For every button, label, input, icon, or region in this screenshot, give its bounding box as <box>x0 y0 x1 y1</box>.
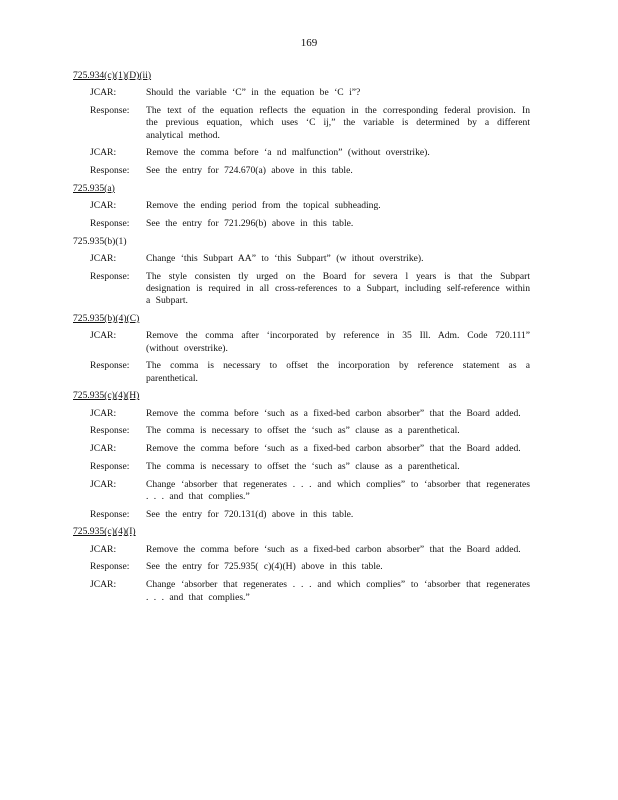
entry-label: JCAR: <box>90 407 117 419</box>
entry-label: Response: <box>90 508 130 520</box>
entry-label: JCAR: <box>90 87 117 99</box>
response-entry <box>90 425 530 437</box>
entry-label: JCAR: <box>90 200 117 212</box>
section-heading: 725.935(a) <box>73 182 115 194</box>
entry-text: Remove the comma before ‘such as a fixed-bed carbon absorber” that the Board added. <box>146 407 521 419</box>
entry-text: Remove the ending period from the topical subheading. <box>146 200 381 212</box>
section <box>73 236 543 308</box>
entry-label: Response: <box>90 425 130 437</box>
entry-text: See the entry for 721.296(b) above in this table. <box>146 217 354 229</box>
entry-label: Response: <box>90 561 130 573</box>
section <box>73 313 543 385</box>
section-heading: 725.935(b)(4)(C) <box>73 312 140 324</box>
entry-text: See the entry for 725.935( c)(4)(H) above in this table. <box>146 561 383 573</box>
entry-text: The text of the equation reflects the equation in the corresponding federal provision. In the previous equation, which uses ‘C ij,” the variable is determined by a different analytical method. <box>146 105 530 141</box>
jcar-comment-entry <box>90 408 530 420</box>
entry-label: Response: <box>90 460 130 472</box>
entry-label: JCAR: <box>90 478 117 490</box>
response-entry <box>90 561 530 573</box>
entry-text: Remove the comma before ‘a nd malfunction” (without overstrike). <box>146 147 430 159</box>
entry-label: JCAR: <box>90 579 117 591</box>
entry-text: Change ‘absorber that regenerates . . . and which complies” to ‘absorber that regenerates . . . and that complies.” <box>146 579 530 603</box>
entry-label: Response: <box>90 217 130 229</box>
section <box>73 526 543 603</box>
entry-label: Response: <box>90 270 130 282</box>
entry-text: The style consisten tly urged on the Board for severa l years is that the Subpart designation is required in all cross-references to a Subpart, including self-reference within a Subpart. <box>146 270 530 307</box>
jcar-comment-entry <box>90 479 530 504</box>
response-entry <box>90 165 530 177</box>
entry-label: JCAR: <box>90 543 117 555</box>
response-entry <box>90 271 530 308</box>
response-entry <box>90 461 530 473</box>
entry-text: The comma is necessary to offset the incorporation by reference statement as a parenthetical. <box>146 360 530 384</box>
response-entry <box>90 105 530 142</box>
page-number: 169 <box>300 37 318 49</box>
entry-text: The comma is necessary to offset the ‘such as” clause as a parenthetical. <box>146 460 460 472</box>
entry-label: Response: <box>90 105 130 117</box>
entry-text: Should the variable ‘C” in the equation be ‘C i”? <box>146 87 361 99</box>
jcar-comment-entry <box>90 544 530 556</box>
jcar-comment-entry <box>90 200 530 212</box>
section <box>73 70 543 177</box>
entry-text: Remove the comma after ‘incorporated by reference in 35 Ill. Adm. Code 720.111” (without overstrike). <box>146 330 530 354</box>
section <box>73 390 543 521</box>
jcar-comment-entry <box>90 87 530 99</box>
section-heading: 725.934(c)(1)(D)(ii) <box>73 70 152 81</box>
jcar-comment-entry <box>90 147 530 159</box>
entry-text: Remove the comma before ‘such as a fixed-bed carbon absorber” that the Board added. <box>146 443 521 455</box>
jcar-comment-entry <box>90 253 530 265</box>
entry-label: JCAR: <box>90 252 117 264</box>
response-entry <box>90 509 530 521</box>
entry-text: The comma is necessary to offset the ‘such as” clause as a parenthetical. <box>146 425 460 437</box>
entry-text: See the entry for 724.670(a) above in this table. <box>146 165 353 177</box>
entry-text: Change ‘absorber that regenerates . . . and which complies” to ‘absorber that regenerates . . . and that complies.” <box>146 478 530 502</box>
entry-text: See the entry for 720.131(d) above in this table. <box>146 508 354 520</box>
jcar-comment-entry <box>90 330 530 355</box>
comment-response-table <box>73 70 543 609</box>
entry-label: JCAR: <box>90 330 117 342</box>
entry-label: Response: <box>90 360 130 372</box>
section-heading: 725.935(c)(4)(H) <box>73 390 140 402</box>
section <box>73 183 543 230</box>
entry-text: Remove the comma before ‘such as a fixed-bed carbon absorber” that the Board added. <box>146 543 521 555</box>
section-heading: 725.935(c)(4)(I) <box>73 526 136 538</box>
response-entry <box>90 360 530 385</box>
response-entry <box>90 218 530 230</box>
entry-label: JCAR: <box>90 443 117 455</box>
section-heading: 725.935(b)(1) <box>73 235 127 247</box>
entry-label: Response: <box>90 165 130 177</box>
jcar-comment-entry <box>90 443 530 455</box>
entry-label: JCAR: <box>90 147 117 159</box>
entry-text: Change ‘this Subpart AA” to ‘this Subpart” (w ithout overstrike). <box>146 252 424 264</box>
jcar-comment-entry <box>90 579 530 604</box>
